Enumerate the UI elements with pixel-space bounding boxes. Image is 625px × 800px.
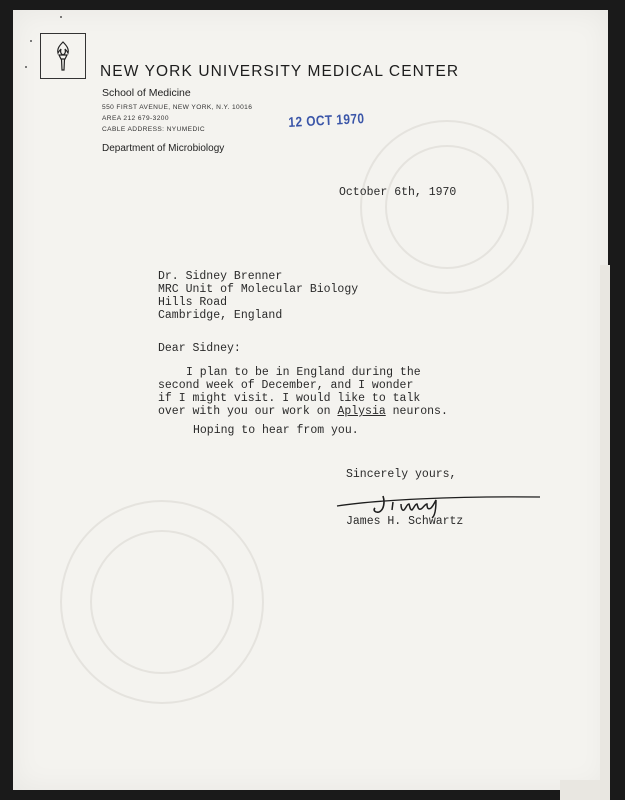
paper-edge-bottom	[560, 780, 610, 800]
institution-name: NEW YORK UNIVERSITY MEDICAL CENTER	[100, 63, 460, 80]
body-line: if I might visit. I would like to talk	[158, 392, 421, 405]
closing-line: Hoping to hear from you.	[193, 424, 359, 437]
cable-line: CABLE ADDRESS: NYUMEDIC	[102, 126, 205, 133]
school-name: School of Medicine	[102, 87, 191, 99]
embossed-seal-inner	[385, 145, 509, 269]
body-line	[158, 405, 448, 418]
department-name: Department of Microbiology	[102, 143, 225, 154]
paper-edge	[600, 265, 610, 800]
punch-mark	[30, 40, 32, 42]
recipient-org: MRC Unit of Molecular Biology	[158, 283, 359, 296]
recipient-name: Dr. Sidney Brenner	[158, 270, 283, 283]
signoff: Sincerely yours,	[346, 468, 457, 481]
body-line: I plan to be in England during the	[186, 366, 421, 379]
embossed-seal-lower-inner	[90, 530, 234, 674]
body-line-end: neurons.	[385, 405, 448, 418]
aplysia-word: Aplysia	[337, 405, 386, 418]
letter-date: October 6th, 1970	[339, 186, 457, 199]
torch-icon	[51, 40, 75, 72]
punch-mark	[60, 16, 62, 18]
recipient-street: Hills Road	[158, 296, 228, 309]
punch-mark	[25, 66, 27, 68]
body-line-text: over with you our work on	[158, 405, 338, 418]
salutation: Dear Sidney:	[158, 342, 241, 355]
phone-line: AREA 212 679-3200	[102, 115, 169, 122]
recipient-city: Cambridge, England	[158, 309, 283, 322]
received-date-stamp: 12 OCT 1970	[288, 110, 365, 130]
logo	[40, 33, 86, 79]
signer-name: James H. Schwartz	[346, 515, 464, 528]
address-line: 550 FIRST AVENUE, NEW YORK, N.Y. 10016	[102, 104, 253, 111]
body-line: second week of December, and I wonder	[158, 379, 414, 392]
